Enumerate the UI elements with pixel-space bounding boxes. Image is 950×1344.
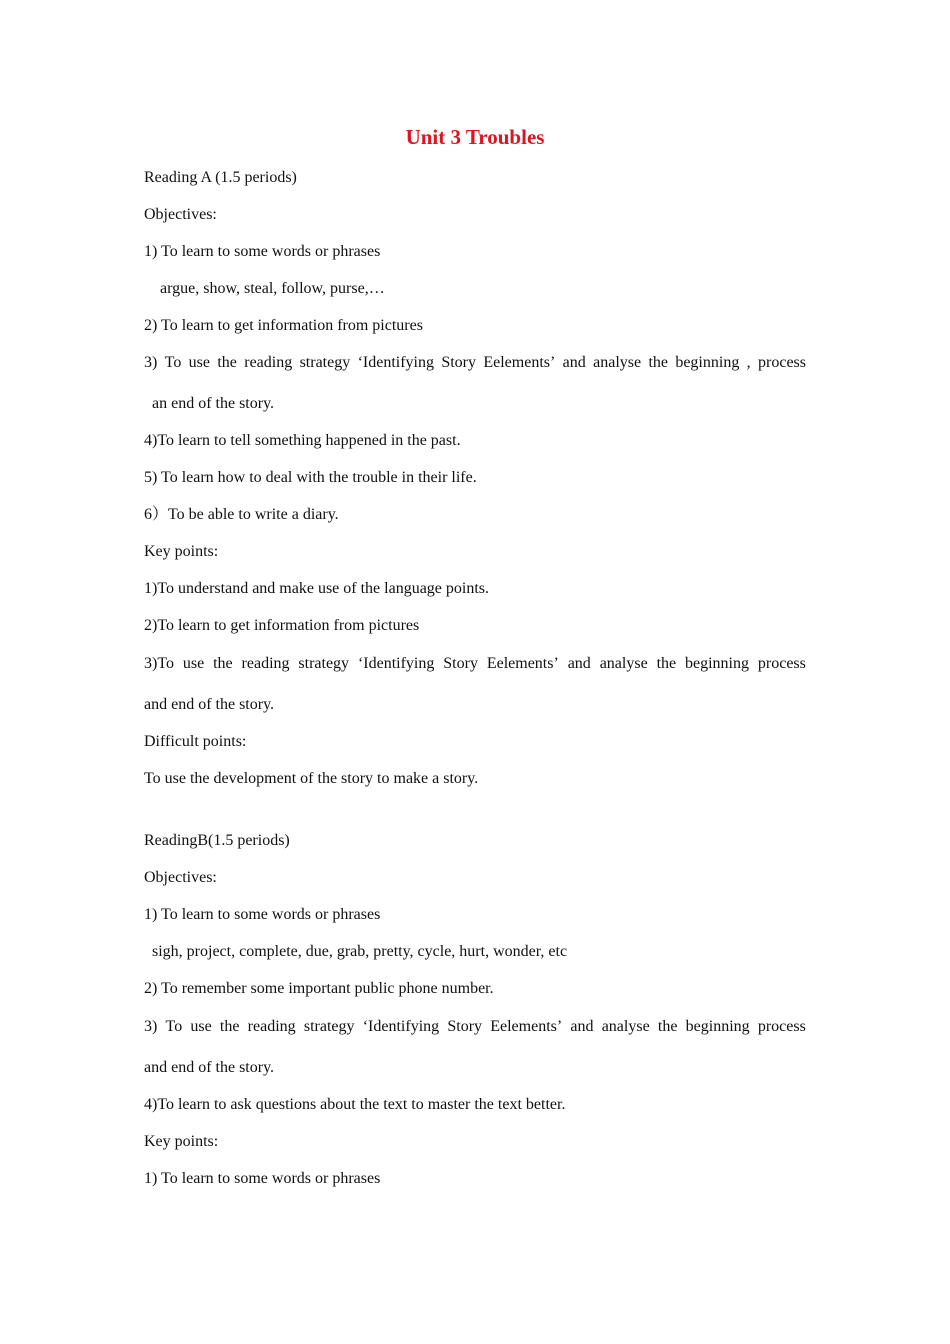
word: reading — [244, 354, 293, 371]
word: strategy — [298, 655, 350, 672]
word: use — [188, 354, 210, 371]
word: and — [567, 655, 591, 672]
reading-a-difficult-points-label: Difficult points: — [144, 733, 247, 750]
word: Story — [441, 354, 476, 371]
word: the — [213, 655, 233, 672]
reading-a-objective-2: 2) To learn to get information from pictures — [144, 317, 423, 334]
word: beginning — [685, 655, 749, 672]
word: process — [757, 655, 806, 672]
reading-a-objective-3-continued: an end of the story. — [152, 395, 275, 412]
reading-a-objective-1: 1) To learn to some words or phrases — [144, 243, 381, 260]
reading-b-objective-3-continued: and end of the story. — [144, 1059, 275, 1076]
word: process — [757, 1018, 806, 1035]
reading-a-objectives-label: Objectives: — [144, 206, 217, 223]
reading-b-heading: ReadingB(1.5 periods) — [144, 832, 290, 849]
word: 3) — [144, 354, 158, 371]
word: beginning — [685, 1018, 750, 1035]
word: ‘Identifying — [357, 354, 434, 371]
word: Story — [447, 1018, 483, 1035]
word: analyse — [601, 1018, 650, 1035]
word: the — [219, 1018, 240, 1035]
reading-a-objective-6: 6）To be able to write a diary. — [144, 506, 339, 523]
reading-a-key-point-2: 2)To learn to get information from pictures — [144, 617, 420, 634]
word: reading — [241, 655, 290, 672]
word: ‘Identifying — [362, 1018, 440, 1035]
word: reading — [247, 1018, 296, 1035]
word: Eelements’ — [483, 354, 556, 371]
reading-a-objective-4: 4)To learn to tell something happened in the past. — [144, 432, 461, 449]
reading-b-objective-2: 2) To remember some important public phone number. — [144, 980, 494, 997]
word: 3)To — [144, 655, 174, 672]
word: Story — [443, 655, 478, 672]
reading-a-difficult-point-1: To use the development of the story to make a story. — [144, 770, 479, 787]
reading-a-key-point-3-continued: and end of the story. — [144, 696, 275, 713]
word: use — [182, 655, 205, 672]
reading-b-objective-1: 1) To learn to some words or phrases — [144, 906, 381, 923]
word: Eelements’ — [486, 655, 559, 672]
word: analyse — [599, 655, 648, 672]
word: , — [746, 354, 751, 371]
word: the — [648, 354, 668, 371]
reading-a-key-points-label: Key points: — [144, 543, 219, 560]
word: process — [758, 354, 806, 371]
word: and — [562, 354, 586, 371]
reading-b-objective-3 — [144, 1017, 806, 1037]
reading-b-key-point-1: 1) To learn to some words or phrases — [144, 1170, 381, 1187]
word: 3) — [144, 1018, 158, 1035]
reading-b-objective-4: 4)To learn to ask questions about the text to master the text better. — [144, 1096, 566, 1113]
word: the — [656, 655, 677, 672]
word: To — [164, 354, 182, 371]
word: beginning — [675, 354, 740, 371]
reading-b-objectives-label: Objectives: — [144, 869, 217, 886]
word: strategy — [299, 354, 351, 371]
word: the — [657, 1018, 678, 1035]
reading-a-objective-3 — [144, 353, 806, 373]
word: use — [190, 1018, 212, 1035]
word: analyse — [593, 354, 642, 371]
word: the — [217, 354, 237, 371]
word: strategy — [303, 1018, 355, 1035]
word: ‘Identifying — [357, 655, 435, 672]
word: Eelements’ — [490, 1018, 563, 1035]
reading-a-objective-1-words: argue, show, steal, follow, purse,… — [160, 280, 385, 297]
document-title: Unit 3 Troubles — [405, 125, 545, 149]
reading-a-key-point-3 — [144, 654, 806, 674]
reading-b-key-points-label: Key points: — [144, 1133, 219, 1150]
reading-a-objective-5: 5) To learn how to deal with the trouble in their life. — [144, 469, 477, 486]
reading-a-heading: Reading A (1.5 periods) — [144, 169, 297, 186]
word: and — [570, 1018, 594, 1035]
reading-b-objective-1-words: sigh, project, complete, due, grab, pretty, cycle, hurt, wonder, etc — [152, 943, 568, 960]
reading-a-key-point-1: 1)To understand and make use of the language points. — [144, 580, 490, 597]
word: To — [165, 1018, 183, 1035]
